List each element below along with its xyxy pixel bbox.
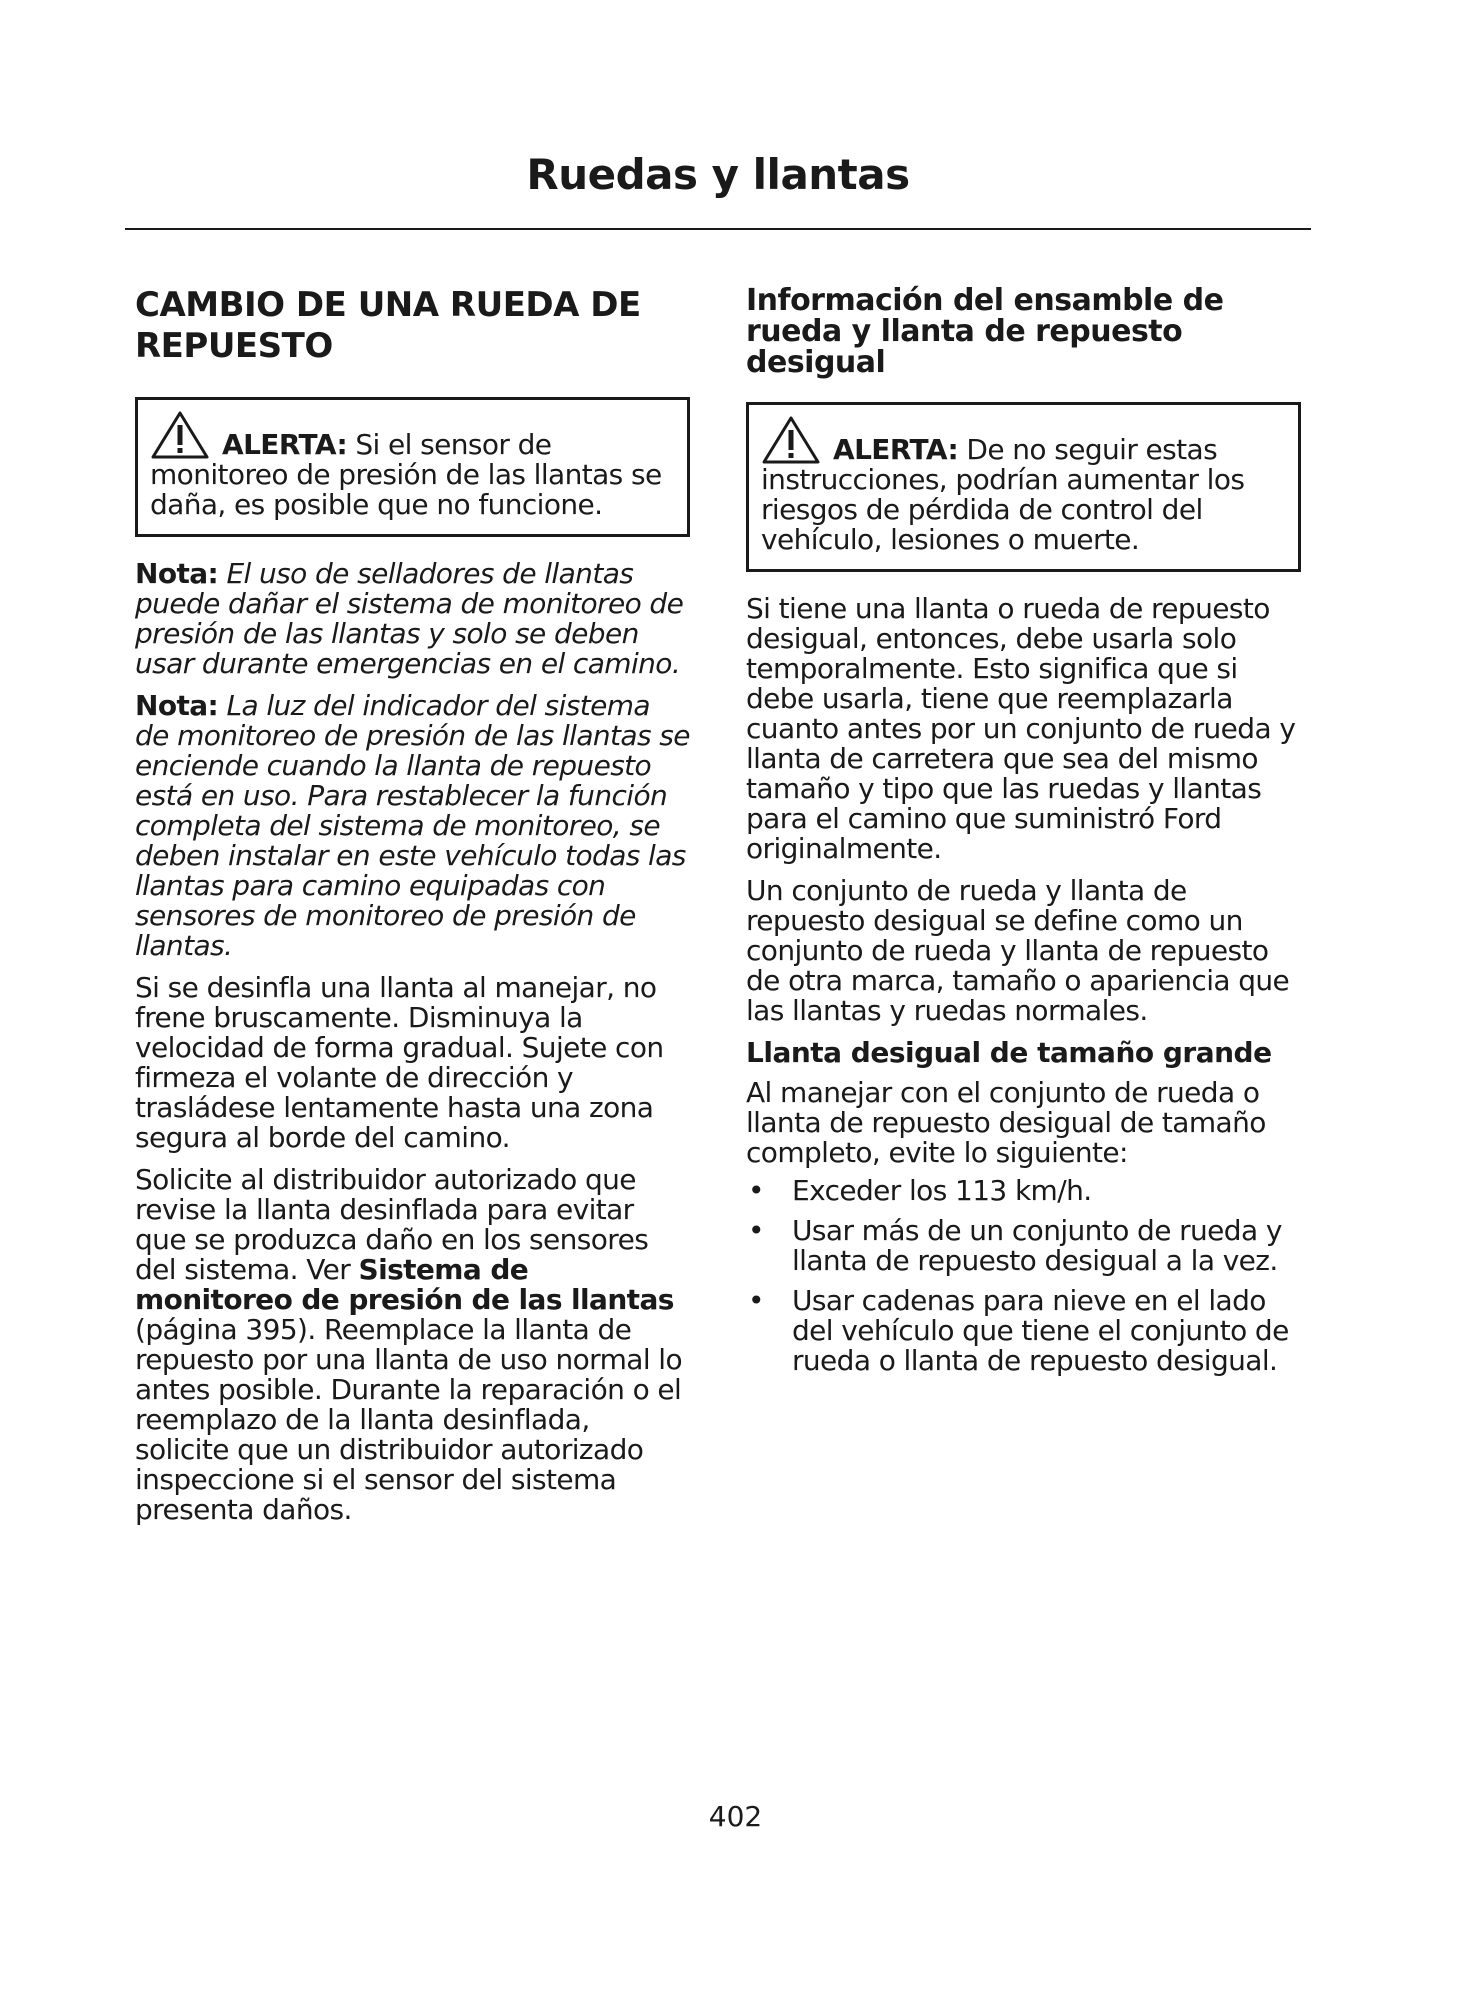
alert-text [150,410,675,520]
paragraph-distribuidor [135,1165,690,1525]
alert-message: De no seguir estas instrucciones, podrían aumentar los riesgos de pérdida de control del vehículo, lesiones o muerte. [761,433,1245,556]
alert-label: ALERTA: [222,428,348,461]
right-column [746,285,1301,1386]
bullet-icon: • [748,1284,764,1317]
list-item [746,1176,1301,1206]
warning-triangle-icon [761,415,821,465]
list-item-text: Exceder los 113 km/h. [792,1174,1092,1207]
paragraph-desinfla: Si se desinfla una llanta al manejar, no frene bruscamente. Disminuya la velocidad de forma gradual. Sujete con firmeza el volante de dirección y trasládese lentamente hasta una zona segura al borde del camino. [135,971,664,1154]
section-title-informacion: Información del ensamble de rueda y llanta de repuesto desigual [746,283,1224,380]
paragraph-temporal: Si tiene una llanta o rueda de repuesto desigual, entonces, debe usarla solo temporalmente. Esto significa que si debe usarla, tiene que reemplazarla cuanto antes por un conjunto de rueda y llanta de carretera que sea del mismo tamaño y tipo que las ruedas y llantas para el camino que suministró Ford originalmente. [746,592,1296,865]
page-title: Ruedas y llantas [526,150,910,199]
note-label: Nota: [135,557,219,590]
section-title-cambio: CAMBIO DE UNA RUEDA DE REPUESTO [135,285,641,366]
page-number: 402 [708,1800,763,1833]
cross-reference-link[interactable]: Sistema de monitoreo de presión de las llantas [135,1253,674,1316]
note-indicador [135,691,690,961]
note-text: La luz del indicador del sistema de monitoreo de presión de las llantas se enciende cuando la llanta de repuesto está en uso. Para restablecer la función completa del sistema de monitoreo, se deben instalar en este vehículo todas las llantas para camino equipadas con sensores de monitoreo de presión de llantas. [135,689,690,962]
list-item [746,1286,1301,1376]
alert-box-control [746,402,1301,572]
bullet-icon: • [748,1214,764,1247]
alert-label: ALERTA: [833,433,959,466]
note-text: El uso de selladores de llantas puede dañar el sistema de monitoreo de presión de las llantas y solo se deben usar durante emergencias en el camino. [135,557,684,680]
alert-message: Si el sensor de monitoreo de presión de las llantas se daña, es posible que no funcione. [150,428,662,521]
paragraph-text: Solicite al distribuidor autorizado que revise la llanta desinflada para evitar que se produzca daño en los sensores del sistema. Ver [135,1163,649,1286]
header-divider [125,228,1311,230]
list-item [746,1216,1301,1276]
warning-triangle-icon [150,410,210,460]
note-selladores [135,559,690,679]
paragraph-definicion: Un conjunto de rueda y llanta de repuesto desigual se define como un conjunto de rueda y llanta de repuesto de otra marca, tamaño o apariencia que las llantas y ruedas normales. [746,874,1290,1027]
list-item-text: Usar cadenas para nieve en el lado del vehículo que tiene el conjunto de rueda o llanta de repuesto desigual. [792,1284,1289,1377]
alert-text [761,415,1286,555]
bullet-list [746,1176,1301,1376]
paragraph-evite: Al manejar con el conjunto de rueda o llanta de repuesto desigual de tamaño completo, evite lo siguiente: [746,1076,1266,1169]
bullet-icon: • [748,1174,764,1207]
left-column [135,285,690,1537]
note-label: Nota: [135,689,219,722]
list-item-text: Usar más de un conjunto de rueda y llanta de repuesto desigual a la vez. [792,1214,1282,1277]
paragraph-text: (página 395). Reemplace la llanta de repuesto por una llanta de uso normal lo antes posible. Durante la reparación o el reemplazo de la llanta desinflada, solicite que un distribuidor autorizado inspeccione si el sensor del sistema presenta daños. [135,1313,683,1526]
alert-box-sensor [135,397,690,537]
subsection-title-tamano-grande: Llanta desigual de tamaño grande [746,1036,1272,1069]
